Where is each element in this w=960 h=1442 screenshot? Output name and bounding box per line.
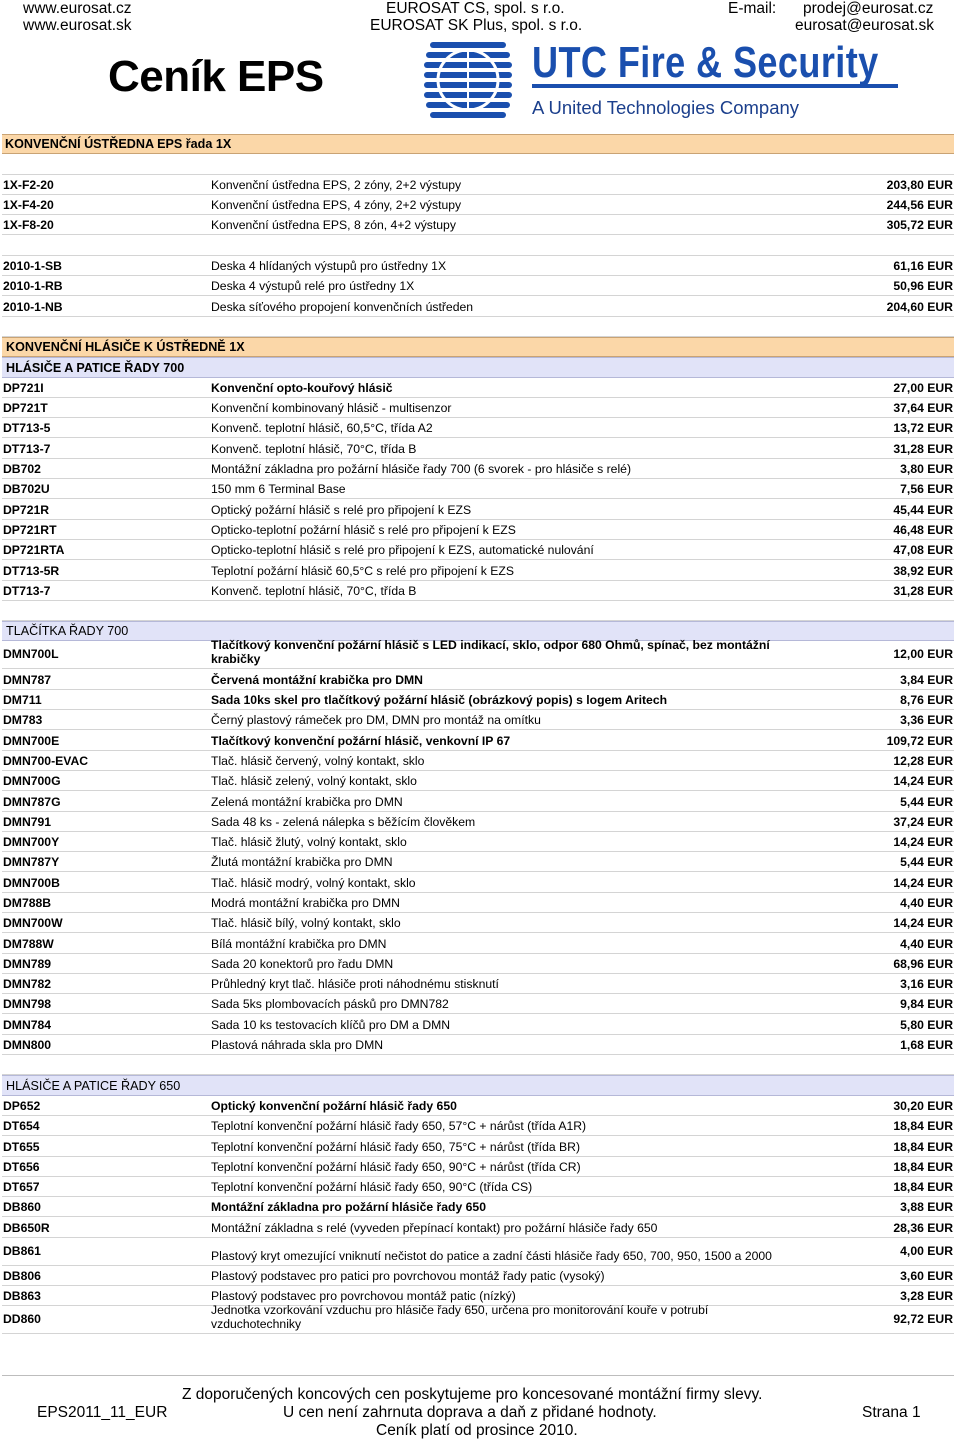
page-number: Strana 1 [862, 1404, 921, 1421]
spacer-row [2, 235, 954, 255]
email-cz[interactable]: prodej@eurosat.cz [803, 0, 934, 17]
product-code: DM788W [3, 936, 54, 951]
product-code: 2010-1-SB [3, 259, 62, 274]
product-price: 27,00 EUR [893, 380, 953, 395]
table-row [2, 1266, 954, 1286]
product-price: 3,16 EUR [900, 977, 953, 992]
product-price: 5,44 EUR [900, 855, 953, 870]
product-price: 18,84 EUR [893, 1139, 953, 1154]
section-title: KONVENČNÍ ÚSTŘEDNA EPS řada 1X [5, 137, 232, 152]
table-row [2, 852, 954, 872]
product-price: 3,84 EUR [900, 672, 953, 687]
product-code: DT655 [3, 1139, 40, 1154]
section-title: TLAČÍTKA ŘADY 700 [6, 624, 129, 639]
product-price: 37,24 EUR [893, 814, 953, 829]
product-price: 92,72 EUR [893, 1312, 953, 1327]
product-price: 28,36 EUR [893, 1220, 953, 1235]
product-description: Konvenč. teplotní hlásič, 70°C, třída B [211, 441, 417, 456]
spacer-row [2, 154, 954, 174]
table-row [2, 1096, 954, 1116]
product-price: 8,76 EUR [900, 693, 953, 708]
product-price: 50,96 EUR [893, 279, 953, 294]
product-description: Montážní základna pro požární hlásiče řady 650 [211, 1200, 486, 1215]
table-row [2, 913, 954, 933]
product-price: 30,20 EUR [893, 1098, 953, 1113]
product-code: DD860 [3, 1312, 41, 1327]
product-price: 203,80 EUR [886, 177, 953, 192]
table-row [2, 479, 954, 499]
product-price: 9,84 EUR [900, 997, 953, 1012]
product-description: Montážní základna pro požární hlásiče řady 700 (6 svorek - pro hlásiče s relé) [211, 462, 631, 477]
product-code: DMN787 [3, 672, 52, 687]
table-row [2, 378, 954, 398]
product-price: 38,92 EUR [893, 563, 953, 578]
table-row [2, 438, 954, 458]
product-description: Plastový kryt omezující vniknutí nečistot do patice a zadní části hlásiče řady 650, 700, 950, 1500 a 2000 [211, 1248, 772, 1263]
table-row [2, 175, 954, 195]
product-description: Červená montážní krabička pro DMN [211, 672, 423, 687]
product-description: Konvenční opto-kouřový hlásič [211, 380, 393, 395]
product-description: Teplotní konvenční požární hlásič řady 650, 75°C + nárůst (třída BR) [211, 1139, 580, 1154]
product-code: DT713-7 [3, 441, 51, 456]
product-code: DMN700W [3, 916, 63, 931]
product-price: 3,28 EUR [900, 1289, 953, 1304]
product-code: DMN787G [3, 794, 61, 809]
product-description: Opticko-teplotní požární hlásič s relé pro připojení k EZS [211, 522, 516, 537]
product-description: Teplotní požární hlásič 60,5°C s relé pro připojení k EZS [211, 563, 514, 578]
section-title: HLÁSIČE A PATICE ŘADY 650 [6, 1078, 181, 1093]
product-code: DMN784 [3, 1017, 52, 1032]
product-price: 12,00 EUR [893, 647, 953, 662]
product-price: 14,24 EUR [893, 835, 953, 850]
table-row [2, 215, 954, 235]
product-code: DT713-7 [3, 583, 51, 598]
table-row [2, 710, 954, 730]
section-header-series-650 [2, 1075, 954, 1095]
spacer-row [2, 601, 954, 621]
product-code: DMN700L [3, 647, 59, 662]
product-description: Montážní základna s relé (vyveden přepínací kontakt) pro požární hlásiče řady 650 [211, 1220, 658, 1235]
table-row [2, 540, 954, 560]
product-code: DMN700G [3, 774, 61, 789]
table-row [2, 1014, 954, 1034]
product-code: DP721R [3, 502, 50, 517]
product-description: Teplotní konvenční požární hlásič řady 650, 90°C (třída CS) [211, 1180, 533, 1195]
product-code: DB702 [3, 462, 41, 477]
table-row [2, 581, 954, 601]
product-price: 7,56 EUR [900, 482, 953, 497]
product-price: 109,72 EUR [886, 733, 953, 748]
table-row [2, 560, 954, 580]
product-description: Tlačítkový konvenční požární hlásič, venkovní IP 67 [211, 733, 511, 748]
product-price: 31,28 EUR [893, 441, 953, 456]
product-price: 244,56 EUR [886, 198, 953, 213]
product-description: Konvenč. teplotní hlásič, 60,5°C, třída A2 [211, 421, 433, 436]
product-price: 5,44 EUR [900, 794, 953, 809]
table-row [2, 1303, 954, 1334]
product-price: 1,68 EUR [900, 1038, 953, 1053]
product-description: Plastová náhrada skla pro DMN [211, 1038, 384, 1053]
product-price: 3,80 EUR [900, 462, 953, 477]
product-description: Tlač. hlásič žlutý, volný kontakt, sklo [211, 835, 407, 850]
product-price: 305,72 EUR [886, 218, 953, 233]
table-row [2, 1177, 954, 1197]
product-code: DP721RTA [3, 543, 65, 558]
product-description: Sada 48 ks - zelená nálepka s běžícím člověkem [211, 814, 476, 829]
product-description: Plastový podstavec pro patici pro povrchovou montáž řady patic (vysoký) [211, 1269, 605, 1284]
product-code: 1X-F4-20 [3, 198, 54, 213]
table-row [2, 638, 954, 669]
product-code: DM783 [3, 713, 43, 728]
product-code: DP721I [3, 380, 44, 395]
email-sk[interactable]: eurosat@eurosat.sk [795, 17, 934, 34]
product-price: 18,84 EUR [893, 1119, 953, 1134]
product-description: Plastový podstavec pro povrchovou montáž patic (nízký) [211, 1289, 516, 1304]
table-row [2, 276, 954, 296]
company-sk: EUROSAT SK Plus, spol. s r.o. [370, 17, 583, 34]
price-table [2, 134, 954, 1334]
product-description: Deska 4 hlídaných výstupů pro ústředny 1X [211, 259, 447, 274]
table-row [2, 296, 954, 316]
product-code: DB702U [3, 482, 50, 497]
product-price: 4,40 EUR [900, 895, 953, 910]
table-row [2, 994, 954, 1014]
section-header-series-700 [2, 357, 954, 377]
logo-name: UTC Fire & Security [532, 38, 879, 87]
product-code: DT713-5R [3, 563, 60, 578]
table-row [2, 751, 954, 771]
product-description: Konvenční kombinovaný hlásič - multisenzor [211, 401, 452, 416]
product-description: Konvenční ústředna EPS, 4 zóny, 2+2 výstupy [211, 198, 462, 213]
table-row [2, 690, 954, 710]
product-price: 5,80 EUR [900, 1017, 953, 1032]
table-row [2, 974, 954, 994]
product-code: DT713-5 [3, 421, 51, 436]
section-header-central-units [2, 134, 954, 154]
product-code: DMN782 [3, 977, 52, 992]
table-row [2, 893, 954, 913]
table-row [2, 459, 954, 479]
product-description: Černý plastový rámeček pro DM, DMN pro montáž na omítku [211, 713, 541, 728]
product-price: 4,40 EUR [900, 936, 953, 951]
product-price: 45,44 EUR [893, 502, 953, 517]
table-row [2, 669, 954, 689]
product-code: DMN700E [3, 733, 60, 748]
product-code: DP721T [3, 401, 48, 416]
product-code: DMN700B [3, 875, 60, 890]
product-price: 14,24 EUR [893, 774, 953, 789]
product-price: 18,84 EUR [893, 1159, 953, 1174]
product-description: Teplotní konvenční požární hlásič řady 650, 57°C + nárůst (třída A1R) [211, 1119, 587, 1134]
table-row [2, 256, 954, 276]
product-code: 1X-F2-20 [3, 177, 54, 192]
product-description: 150 mm 6 Terminal Base [211, 482, 346, 497]
product-price: 3,36 EUR [900, 713, 953, 728]
product-code: 2010-1-RB [3, 279, 63, 294]
table-row [2, 1116, 954, 1136]
product-code: DB861 [3, 1243, 41, 1258]
product-code: DP721RT [3, 522, 57, 537]
table-row [2, 1238, 954, 1266]
table-row [2, 1035, 954, 1055]
table-row [2, 954, 954, 974]
product-description: Sada 10ks skel pro tlačítkový požární hlásič (obrázkový popis) s logem Aritech [211, 693, 668, 708]
product-description: Tlač. hlásič bílý, volný kontakt, sklo [211, 916, 401, 931]
table-row [2, 933, 954, 953]
product-code: DT654 [3, 1119, 40, 1134]
product-price: 13,72 EUR [893, 421, 953, 436]
email-label: E-mail: [728, 0, 777, 17]
product-description: Tlač. hlásič červený, volný kontakt, sklo [211, 753, 425, 768]
table-row [2, 195, 954, 215]
product-code: DB650R [3, 1220, 50, 1235]
spacer-row [2, 1055, 954, 1075]
product-price: 3,88 EUR [900, 1200, 953, 1215]
product-price: 18,84 EUR [893, 1180, 953, 1195]
product-description: Zelená montážní krabička pro DMN [211, 794, 403, 809]
website-sk[interactable]: www.eurosat.sk [23, 17, 132, 34]
product-description: Tlač. hlásič modrý, volný kontakt, sklo [211, 875, 416, 890]
table-row [2, 1197, 954, 1217]
table-row [2, 418, 954, 438]
table-row [2, 499, 954, 519]
product-code: 1X-F8-20 [3, 218, 54, 233]
product-price: 46,48 EUR [893, 522, 953, 537]
product-description: Optický požární hlásič s relé pro připojení k EZS [211, 502, 472, 517]
section-title: KONVENČNÍ HLÁSIČE K ÚSTŘEDNĚ 1X [6, 340, 245, 355]
footer-note-2: U cen není zahrnuta doprava a daň z přidané hodnoty. [283, 1404, 657, 1421]
product-price: 14,24 EUR [893, 916, 953, 931]
footer-note-3: Ceník platí od prosince 2010. [376, 1422, 578, 1439]
product-description: Tlač. hlásič zelený, volný kontakt, sklo [211, 774, 417, 789]
product-code: DMN700Y [3, 835, 60, 850]
table-row [2, 730, 954, 750]
table-row [2, 812, 954, 832]
product-code: DB806 [3, 1269, 41, 1284]
table-row [2, 771, 954, 791]
product-description: Opticko-teplotní hlásič s relé pro připojení k EZS, automatické nulování [211, 543, 594, 558]
website-cz[interactable]: www.eurosat.cz [23, 0, 132, 17]
product-description: Žlutá montážní krabička pro DMN [211, 855, 393, 870]
product-code: DMN800 [3, 1038, 52, 1053]
product-description: Konvenční ústředna EPS, 2 zóny, 2+2 výstupy [211, 177, 462, 192]
product-description: Modrá montážní krabička pro DMN [211, 895, 400, 910]
table-row [2, 1217, 954, 1237]
product-code: DMN700-EVAC [3, 753, 89, 768]
product-code: DMN789 [3, 956, 52, 971]
product-code: DT657 [3, 1180, 40, 1195]
product-price: 47,08 EUR [893, 543, 953, 558]
product-code: DMN798 [3, 997, 52, 1012]
product-description: Konvenční ústředna EPS, 8 zón, 4+2 výstupy [211, 218, 456, 233]
company-cz: EUROSAT CS, spol. s r.o. [386, 0, 565, 17]
table-row [2, 520, 954, 540]
spacer-row [2, 317, 954, 337]
table-row [2, 1136, 954, 1156]
product-price: 204,60 EUR [886, 299, 953, 314]
page-title: Ceník EPS [108, 52, 324, 101]
logo-tagline: A United Technologies Company [532, 97, 800, 118]
product-description: Sada 10 ks testovacích klíčů pro DM a DMN [211, 1017, 451, 1032]
product-code: DM711 [3, 693, 42, 708]
product-description: Deska 4 výstupů relé pro ústředny 1X [211, 279, 415, 294]
product-price: 14,24 EUR [893, 875, 953, 890]
product-price: 4,00 EUR [900, 1243, 953, 1258]
product-price: 61,16 EUR [893, 259, 953, 274]
product-price: 37,64 EUR [893, 401, 953, 416]
product-description: Deska síťového propojení konvenčních ústředen [211, 299, 474, 314]
product-code: DP652 [3, 1098, 41, 1113]
product-code: DMN787Y [3, 855, 60, 870]
product-price: 68,96 EUR [893, 956, 953, 971]
table-row [2, 1157, 954, 1177]
product-description: Optický konvenční požární hlásič řady 650 [211, 1098, 457, 1113]
section-header-detectors [2, 337, 954, 357]
product-code: DT656 [3, 1159, 40, 1174]
product-description: Jednotka vzorkování vzduchu pro hlásiče řady 650, určena pro monitorování kouře v potrubí vzduchotechniky [211, 1303, 709, 1332]
product-code: DB863 [3, 1289, 41, 1304]
product-description: Konvenč. teplotní hlásič, 70°C, třída B [211, 583, 417, 598]
product-description: Průhledný kryt tlač. hlásiče proti náhodnému stisknutí [211, 977, 499, 992]
product-code: 2010-1-NB [3, 299, 63, 314]
product-price: 3,60 EUR [900, 1269, 953, 1284]
table-row [2, 872, 954, 892]
table-row [2, 398, 954, 418]
table-row [2, 791, 954, 811]
table-row [2, 832, 954, 852]
product-description: Teplotní konvenční požární hlásič řady 650, 90°C + nárůst (třída CR) [211, 1159, 581, 1174]
product-price: 31,28 EUR [893, 583, 953, 598]
product-code: DB860 [3, 1200, 41, 1215]
product-description: Sada 20 konektorů pro řadu DMN [211, 956, 394, 971]
footer-divider [2, 1375, 954, 1376]
product-code: DMN791 [3, 814, 52, 829]
footer-code: EPS2011_11_EUR [37, 1404, 168, 1421]
section-title: HLÁSIČE A PATICE ŘADY 700 [6, 360, 185, 375]
product-description: Bílá montážní krabička pro DMN [211, 936, 387, 951]
product-code: DM788B [3, 895, 52, 910]
product-description: Tlačítkový konvenční požární hlásič s LED indikací, sklo, odpor 680 Ohmů, spínač, bez montážní krabičky [211, 638, 770, 667]
product-price: 12,28 EUR [893, 753, 953, 768]
footer-note-1: Z doporučených koncových cen poskytujeme pro koncesované montážní firmy slevy. [182, 1386, 763, 1403]
product-description: Sada 5ks plombovacích pásků pro DMN782 [211, 997, 449, 1012]
